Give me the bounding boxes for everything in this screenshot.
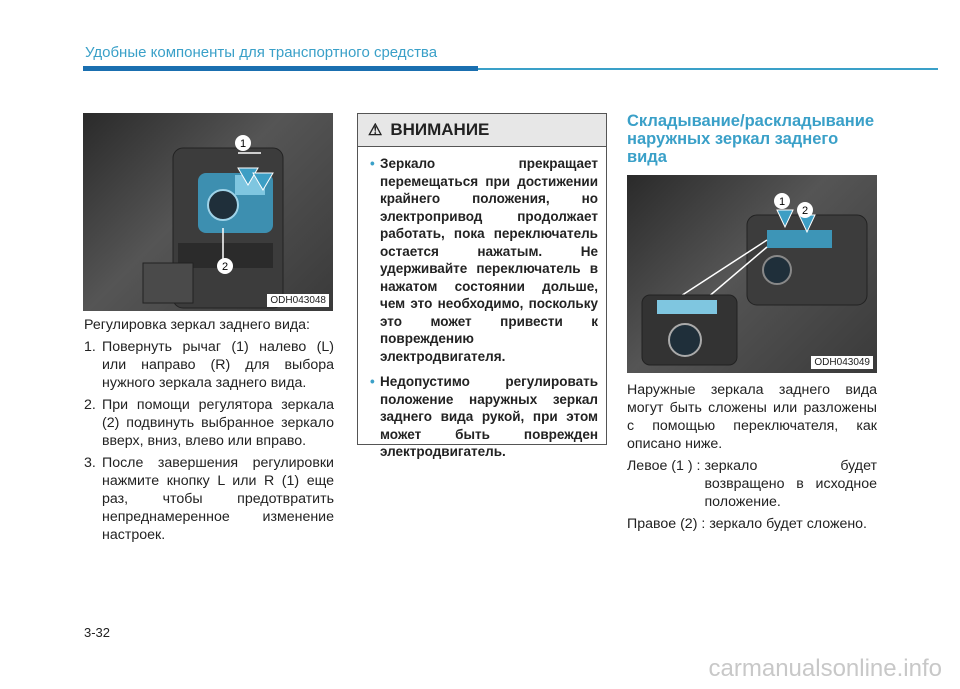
header-rule-dark (83, 66, 478, 71)
watermark: carmanualsonline.info (708, 655, 942, 682)
warning-body (358, 147, 606, 461)
mirror-switch-illustration-1 (83, 113, 333, 311)
definition-row (627, 457, 877, 511)
warning-item (370, 155, 598, 365)
adjustment-instructions (84, 316, 334, 548)
folding-section-title: Складывание/раскладывание наружных зеркал заднего вида (627, 112, 875, 166)
definition-term: Левое (1 ) : (627, 458, 701, 474)
figure-code: ODH043049 (811, 356, 873, 369)
mirror-switch-photo-2 (627, 175, 877, 373)
definition-term: Правое (2) : (627, 516, 706, 532)
folding-description (627, 381, 877, 537)
warning-text: Зеркало прекращает перемещаться при достижении крайнего положения, но электропривод продолжает работать, пока переключатель остается нажатым. Не удерживайте переключатель в нажатом состоянии дольше, чем это необходимо, поскольку это может привести к повреждению электродвигателя. (380, 156, 598, 364)
step-number: 3. (84, 455, 96, 471)
callout-2: 2 (221, 261, 229, 273)
step-text: После завершения регулировки нажмите кнопку L или R (1) еще раз, чтобы предотвратить непреднамеренное изменение настроек. (102, 455, 334, 543)
figure-code: ODH043048 (267, 294, 329, 307)
step-text: Повернуть рычаг (1) налево (L) или направо (R) для выбора нужного зеркала заднего вида. (102, 339, 334, 391)
step-text: При помощи регулятора зеркала (2) подвинуть выбранное зеркало вверх, вниз, влево или вправо. (102, 397, 334, 449)
callout-2: 2 (801, 205, 809, 217)
instructions-intro: Регулировка зеркал заднего вида: (84, 317, 310, 333)
page-number: 3-32 (84, 625, 111, 640)
callout-1: 1 (239, 138, 247, 150)
mirror-switch-photo-1 (83, 113, 333, 311)
step-number: 1. (84, 339, 96, 355)
warning-header (358, 114, 606, 147)
warning-triangle-icon: ⚠ (368, 122, 383, 139)
bullet-icon: • (370, 156, 375, 171)
steps-list (84, 338, 334, 544)
warning-item (370, 373, 598, 461)
folding-intro: Наружные зеркала заднего вида могут быть сложены или разложены с помощью переключателя, как описано ниже. (627, 382, 877, 452)
mirror-switch-illustration-2 (627, 175, 877, 373)
step-item (84, 454, 334, 544)
header-rule-light (478, 68, 938, 70)
step-item (84, 396, 334, 450)
callout-1: 1 (778, 196, 786, 208)
definition-desc: зеркало будет возвращено в исходное положение. (704, 458, 877, 510)
warning-title: ВНИМАНИЕ (390, 120, 490, 139)
section-header: Удобные компоненты для транспортного средства (85, 44, 438, 61)
definition-row (627, 515, 877, 533)
warning-text: Недопустимо регулировать положение наружных зеркал заднего вида рукой, при этом может быть поврежден электродвигатель. (380, 374, 598, 459)
step-number: 2. (84, 397, 96, 413)
warning-box (357, 113, 607, 459)
step-item (84, 338, 334, 392)
definition-desc: зеркало будет сложено. (709, 516, 868, 532)
bullet-icon: • (370, 374, 375, 389)
